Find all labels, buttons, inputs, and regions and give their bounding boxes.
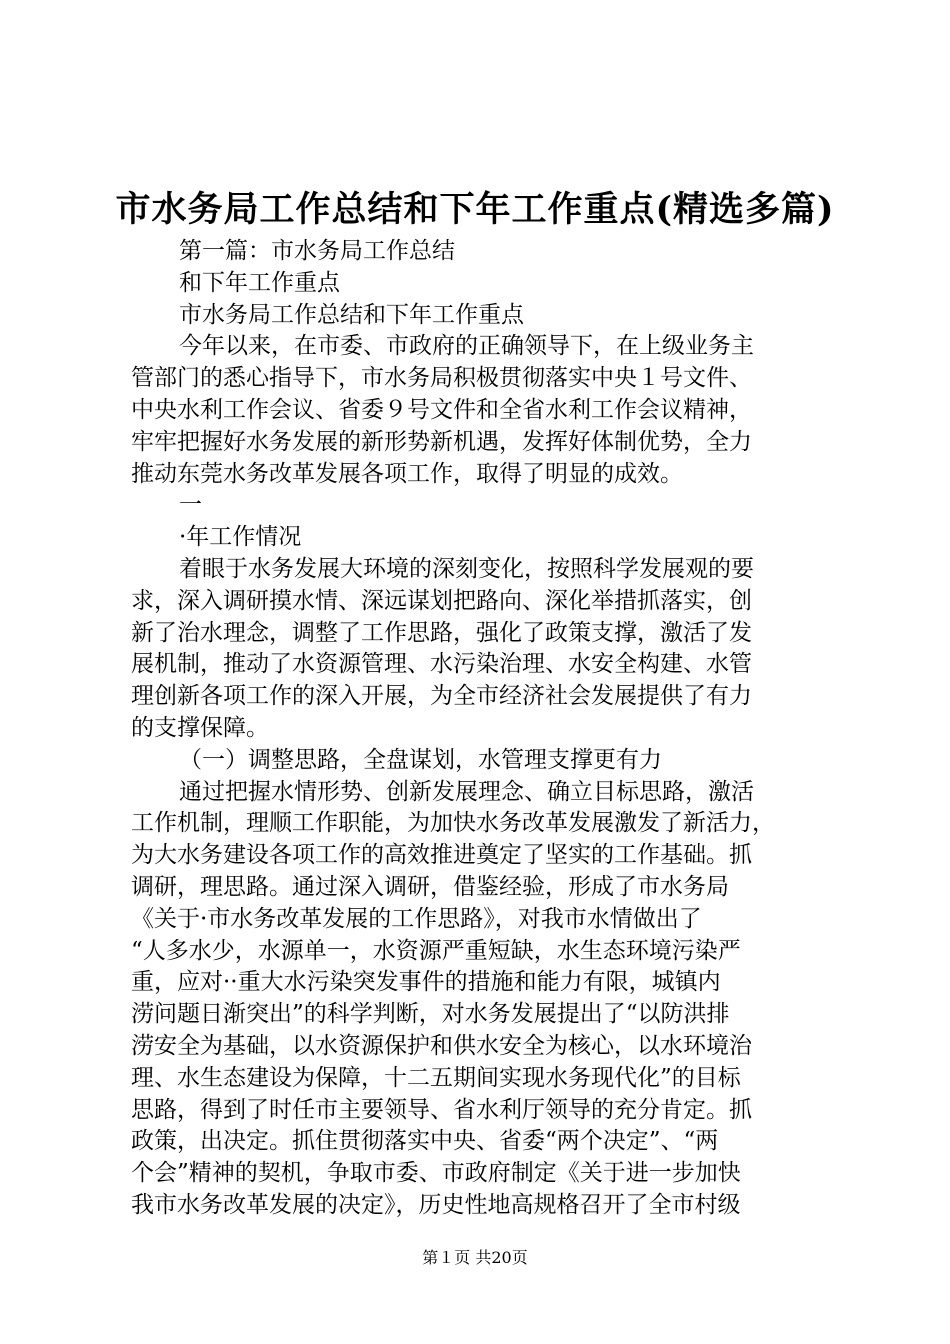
body-text-line: 展机制，推动了水资源管理、水污染治理、水安全构建、水管 bbox=[131, 651, 752, 678]
body-text-line: 为大水务建设各项工作的高效推进奠定了坚实的工作基础。抓 bbox=[131, 842, 752, 869]
body-text-line: 涝问题日渐突出”的科学判断，对水务发展提出了“以防洪排 bbox=[131, 1001, 730, 1028]
body-text-line: “人多水少，水源单一，水资源严重短缺，水生态环境污染严 bbox=[131, 937, 741, 964]
body-text-line: 涝安全为基础，以水资源保护和供水安全为核心，以水环境治 bbox=[131, 1032, 752, 1059]
body-text-line: ·年工作情况 bbox=[179, 524, 302, 551]
body-text-line: 第一篇：市水务局工作总结 bbox=[179, 238, 455, 264]
body-text-line: 和下年工作重点 bbox=[179, 269, 340, 296]
body-text-line: 思路，得到了时任市主要领导、省水利厅领导的充分肯定。抓 bbox=[131, 1096, 752, 1123]
body-text-line: 市水务局工作总结和下年工作重点 bbox=[179, 301, 524, 328]
document-title: 市水务局工作总结和下年工作重点(精选多篇) bbox=[115, 189, 835, 230]
body-text-line: 工作机制，理顺工作职能，为加快水务改革发展激发了新活力， bbox=[131, 810, 775, 837]
body-text-line: 个会”精神的契机，争取市委、市政府制定《关于进一步加快 bbox=[131, 1160, 741, 1187]
body-text-line: 求，深入调研摸水情、深远谋划把路向、深化举措抓落实，创 bbox=[131, 587, 752, 614]
body-text-line: 今年以来，在市委、市政府的正确领导下，在上级业务主 bbox=[179, 333, 754, 360]
body-text-line: 一 bbox=[179, 492, 202, 519]
body-text-line: 理创新各项工作的深入开展，为全市经济社会发展提供了有力 bbox=[131, 683, 752, 710]
body-text-line: 《关于·市水务改革发展的工作思路》，对我市水情做出了 bbox=[131, 905, 702, 932]
page-number: 第１页 共20页 bbox=[422, 1248, 528, 1267]
body-text-line: 新了治水理念，调整了工作思路，强化了政策支撑，激活了发 bbox=[131, 619, 752, 646]
body-text-line: 理、水生态建设为保障，十二五期间实现水务现代化”的目标 bbox=[131, 1064, 741, 1091]
document-body bbox=[131, 236, 831, 1222]
body-text-line: 牢牢把握好水务发展的新形势新机遇，发挥好体制优势，全力 bbox=[131, 428, 752, 455]
body-text-line: （一）调整思路，全盘谋划，水管理支撑更有力 bbox=[179, 746, 662, 773]
body-text-line: 通过把握水情形势、创新发展理念、确立目标思路，激活 bbox=[179, 778, 754, 805]
body-text-line: 政策，出决定。抓住贯彻落实中央、省委“两个决定”、“两 bbox=[131, 1128, 719, 1155]
body-text-line: 调研，理思路。通过深入调研，借鉴经验，形成了市水务局 bbox=[131, 873, 729, 900]
body-text-line: 着眼于水务发展大环境的深刻变化，按照科学发展观的要 bbox=[179, 555, 754, 582]
body-text-line: 推动东莞水务改革发展各项工作，取得了明显的成效。 bbox=[131, 460, 683, 487]
body-text-line: 我市水务改革发展的决定》，历史性地高规格召开了全市村级 bbox=[131, 1191, 741, 1218]
body-text-line: 重，应对··重大水污染突发事件的措施和能力有限，城镇内 bbox=[131, 969, 721, 996]
body-text-line: 管部门的悉心指导下，市水务局积极贯彻落实中央１号文件、 bbox=[131, 365, 752, 392]
body-text-line: 中央水利工作会议、省委９号文件和全省水利工作会议精神， bbox=[131, 396, 752, 423]
body-text-line: 的支撑保障。 bbox=[131, 714, 269, 741]
